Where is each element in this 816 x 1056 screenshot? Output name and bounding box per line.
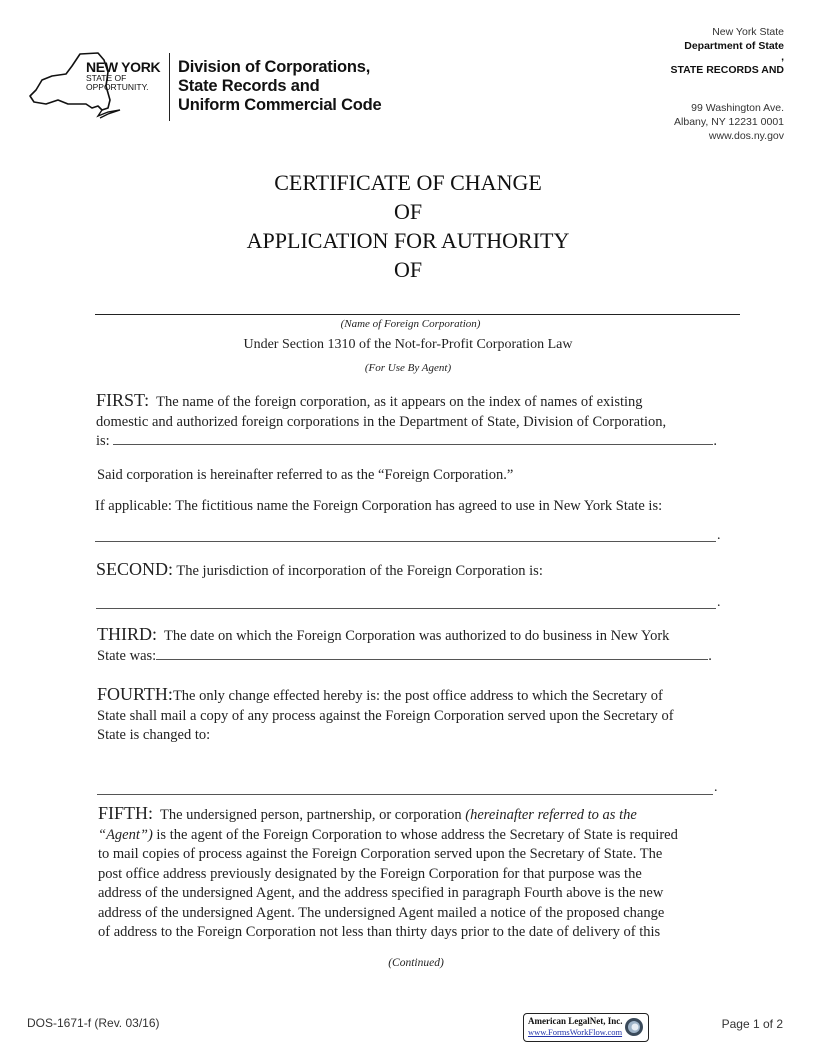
fifth-text-line3: to mail copies of process against the Foreign Corporation served upon the Secretary of State. The [98,846,663,862]
title-line2: OF [393,199,423,224]
fourth-text-line2: State shall mail a copy of any process against the Foreign Corporation served upon the Secretary of [97,707,674,724]
brand-tagline-line1: STATE OF [86,73,127,83]
fifth-italic-line2: “Agent”) [98,826,153,843]
first-name-field[interactable] [113,432,713,445]
first-heading: FIRST: [96,390,150,410]
corporation-name-field[interactable] [95,314,740,315]
jurisdiction-field[interactable] [96,608,716,609]
logo-divider [169,53,170,121]
section-first: FIRST: The name of the foreign corporation, as it appears on the index of names of existing domestic and authorized foreign corporations in the Department of State, Division of Corporation, is: . [96,391,746,452]
first-text-line3: is: [96,433,110,449]
fourth-text-line1: The only change effected hereby is: the post office address to which the Secretary of [172,688,663,704]
new-address-field[interactable] [97,794,713,795]
corporation-name-caption: (Name of Foreign Corporation) [340,318,481,330]
globe-icon [624,1017,644,1037]
third-text-line1: The date on which the Foreign Corporation was authorized to do business in New York [164,628,670,644]
agency-records: STATE RECORDS AND [670,64,784,76]
fifth-heading: FIFTH: [98,803,154,823]
brand-tagline-line2: OPPORTUNITY. [86,82,149,92]
fifth-text-line7: of address to the Foreign Corporation not less than thirty days prior to the date of delivery of this [98,924,661,940]
title-line3: APPLICATION FOR AUTHORITY [246,228,570,253]
use-note: (For Use By Agent) [364,362,452,374]
fifth-text-line5: address of the undersigned Agent, and the address specified in paragraph Fourth above is the new [98,885,664,901]
ny-brand-mark [86,60,160,92]
title-line1: CERTIFICATE OF CHANGE [274,170,542,195]
fourth-text-line3: State is changed to: [97,727,211,743]
document-title [0,168,816,284]
third-text-line2: State was: [97,647,157,664]
second-text: The jurisdiction of incorporation of the Foreign Corporation is: [176,563,543,579]
badge-company: American LegalNet, Inc. [528,1016,623,1026]
agency-address2: Albany, NY 12231 0001 [674,116,784,128]
continued-note: (Continued) [388,957,444,969]
fictitious-name-field[interactable] [95,541,716,542]
division-line3: Uniform Commercial Code [178,96,382,114]
first-text-line2: domestic and authorized foreign corporations in the Department of State, Division of Corporation, [96,413,667,430]
authorization-date-field[interactable] [156,647,708,660]
statute-reference: Under Section 1310 of the Not-for-Profit Corporation Law [243,337,573,352]
agency-state: New York State [712,26,784,38]
second-period: . [717,595,721,610]
division-line1: Division of Corporations, [178,58,371,76]
fourth-period: . [714,780,718,795]
said-corporation-note: Said corporation is hereinafter referred to as the “Foreign Corporation.” [97,467,514,483]
agency-block [670,25,784,143]
third-heading: THIRD: [97,624,157,644]
brand-name: NEW YORK [86,59,161,75]
fifth-text-line6: address of the undersigned Agent. The undersigned Agent mailed a notice of the proposed change [98,904,665,921]
form-id: DOS-1671-f (Rev. 03/16) [27,1016,160,1030]
section-fourth [97,685,747,746]
title-line4: OF [393,257,423,282]
legalnet-badge[interactable] [523,1013,649,1042]
section-third: THIRD: The date on which the Foreign Corporation was authorized to do business in New York State was: . [97,624,712,664]
section-fifth [98,804,748,943]
first-text-line1: The name of the foreign corporation, as it appears on the index of names of existing [156,394,643,410]
division-line2: State Records and [178,77,320,95]
agency-address1: 99 Washington Ave. [691,102,784,114]
fictitious-period: . [717,528,721,543]
agency-comma: , [781,51,784,63]
fourth-heading: FOURTH: [97,684,173,704]
fifth-italic-line1: (hereinafter referred to as the [465,807,637,823]
section-second [96,560,543,582]
badge-link[interactable]: www.FormsWorkFlow.com [528,1027,623,1037]
page-number: Page 1 of 2 [721,1017,783,1031]
fifth-text-line1: The undersigned person, partnership, or corporation [160,807,462,823]
fifth-text-line2: is the agent of the Foreign Corporation to whose address the Secretary of State is required [156,826,678,843]
second-heading: SECOND: [96,559,174,579]
fictitious-name-label: If applicable: The fictitious name the Foreign Corporation has agreed to use in New York State is: [95,498,663,514]
fifth-text-line4: post office address previously designated by the Foreign Corporation for that purpose was the [98,865,642,882]
agency-website: www.dos.ny.gov [708,130,784,142]
division-name [178,58,382,115]
agency-department: Department of State [684,40,784,52]
